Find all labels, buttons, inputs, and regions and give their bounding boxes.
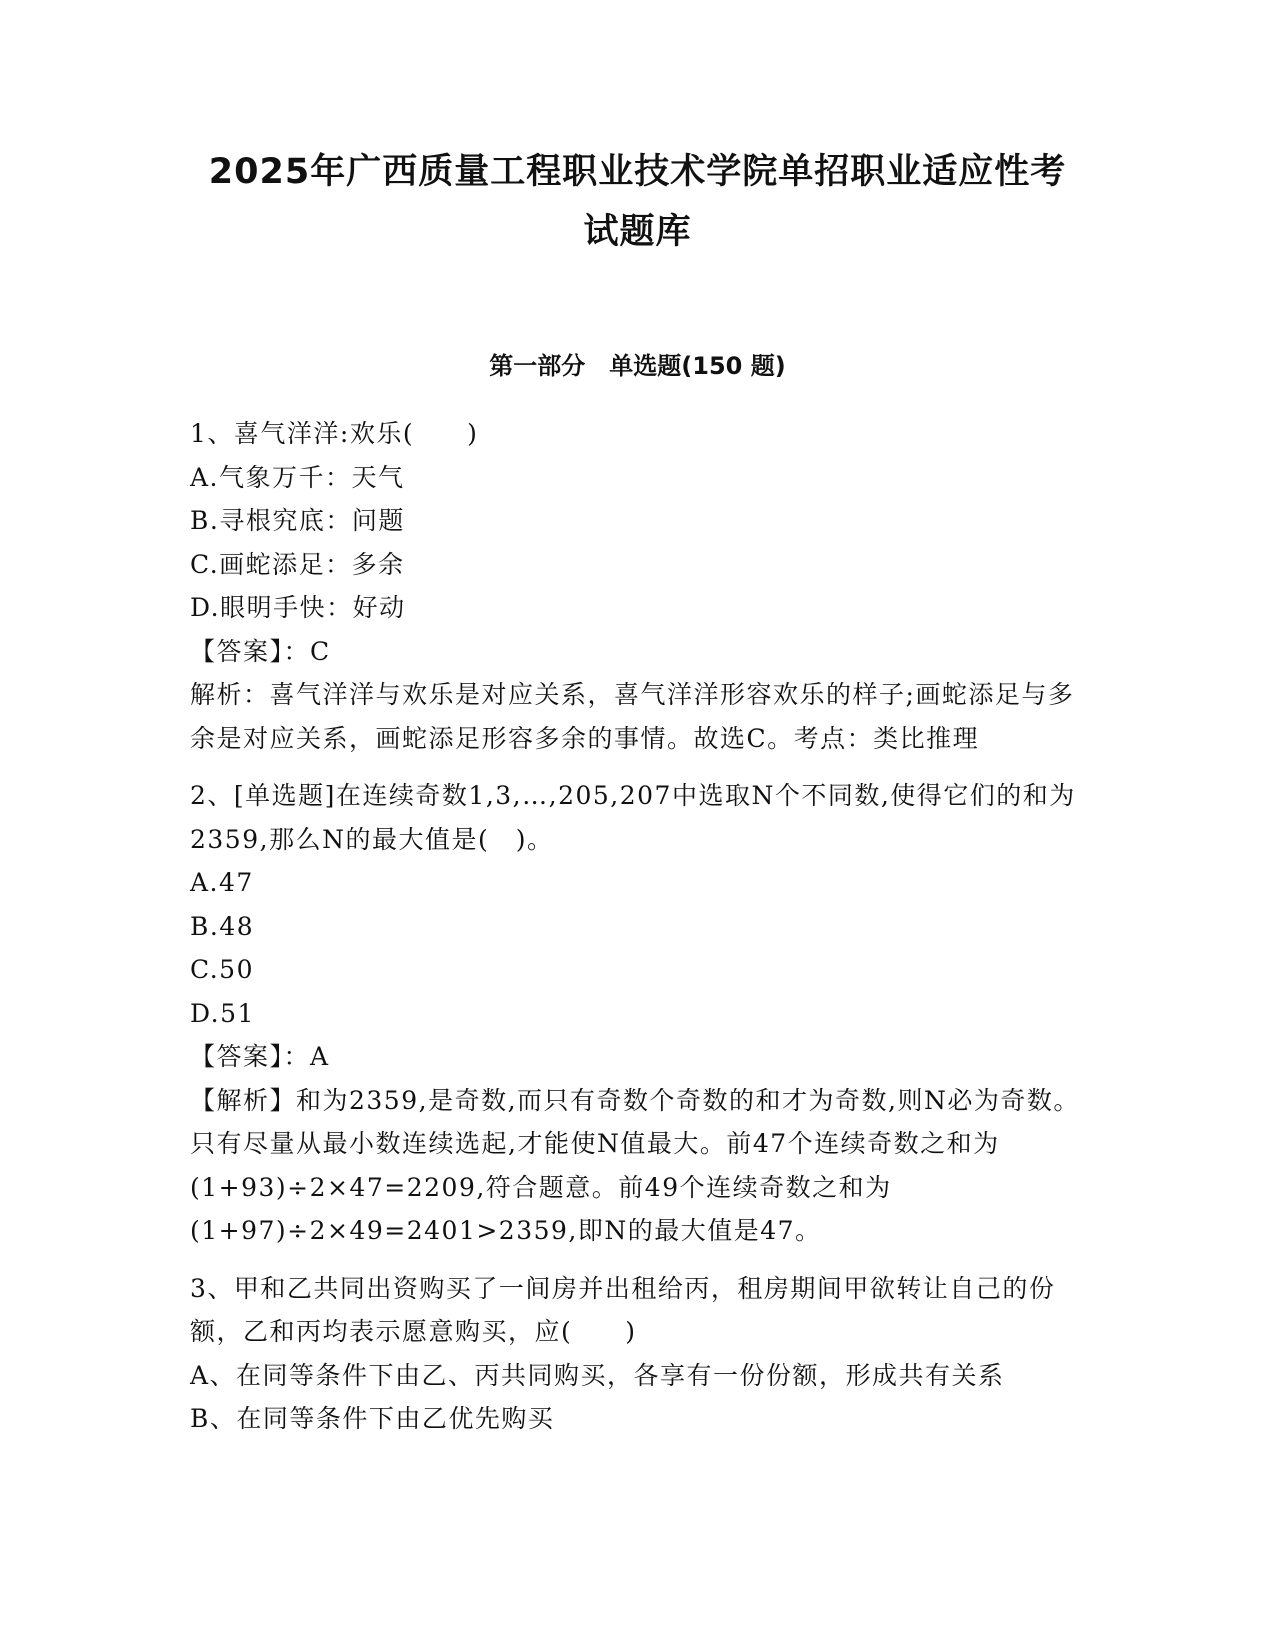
question-item-3 <box>190 1267 1090 1441</box>
document-title-line-1: 2025年广西质量工程职业技术学院单招职业适应性考 <box>208 152 1067 192</box>
analysis-text: 解析：喜气洋洋与欢乐是对应关系，喜气洋洋形容欢乐的样子;画蛇添足与多余是对应关系，画蛇添足形容多余的事情。故选C。考点：类比推理 <box>190 680 1075 753</box>
document-title-line-2: 试题库 <box>583 212 692 252</box>
question-list <box>190 412 1090 1455</box>
question-stem: 3、甲和乙共同出资购买了一间房并出租给丙，租房期间甲欲转让自己的份额，乙和丙均表示愿意购买，应( ) <box>190 1273 1056 1346</box>
question-stem: 2、[单选题]在连续奇数1,3,…,205,207中选取N个不同数,使得它们的和为2359,那么N的最大值是( )。 <box>190 781 1076 854</box>
option-c: C.画蛇添足：多余 <box>190 549 405 579</box>
option-d: D.眼明手快：好动 <box>190 593 406 622</box>
question-item-2 <box>190 774 1090 1253</box>
question-stem: 1、喜气洋洋:欢乐( ) <box>190 419 479 448</box>
section-title: 第一部分 单选题(150 题) <box>489 352 786 380</box>
analysis-text: 【解析】和为2359,是奇数,而只有奇数个奇数的和才为奇数,则N必为奇数。只有尽量从最小数连续选起,才能使N值最大。前47个连续奇数之和为(1+93)÷2×47=2209,符合题意。前49个连续奇数之和为(1+97)÷2×49=2401>2359,即N的最大值是47。 <box>190 1085 1080 1245</box>
option-b: B.寻根究底：问题 <box>190 506 405 535</box>
option-a: A.47 <box>190 868 254 897</box>
option-c: C.50 <box>190 955 254 984</box>
option-d: D.51 <box>190 998 255 1028</box>
option-b: B、在同等条件下由乙优先购买 <box>190 1404 555 1433</box>
document-title <box>150 142 1125 262</box>
option-a: A.气象万千：天气 <box>190 462 405 492</box>
answer-line: 【答案】：C <box>190 636 331 666</box>
option-b: B.48 <box>190 911 255 941</box>
answer-line: 【答案】：A <box>190 1042 330 1071</box>
option-a: A、在同等条件下由乙、丙共同购买，各享有一份份额，形成共有关系 <box>190 1360 1005 1390</box>
question-item-1 <box>190 412 1090 760</box>
